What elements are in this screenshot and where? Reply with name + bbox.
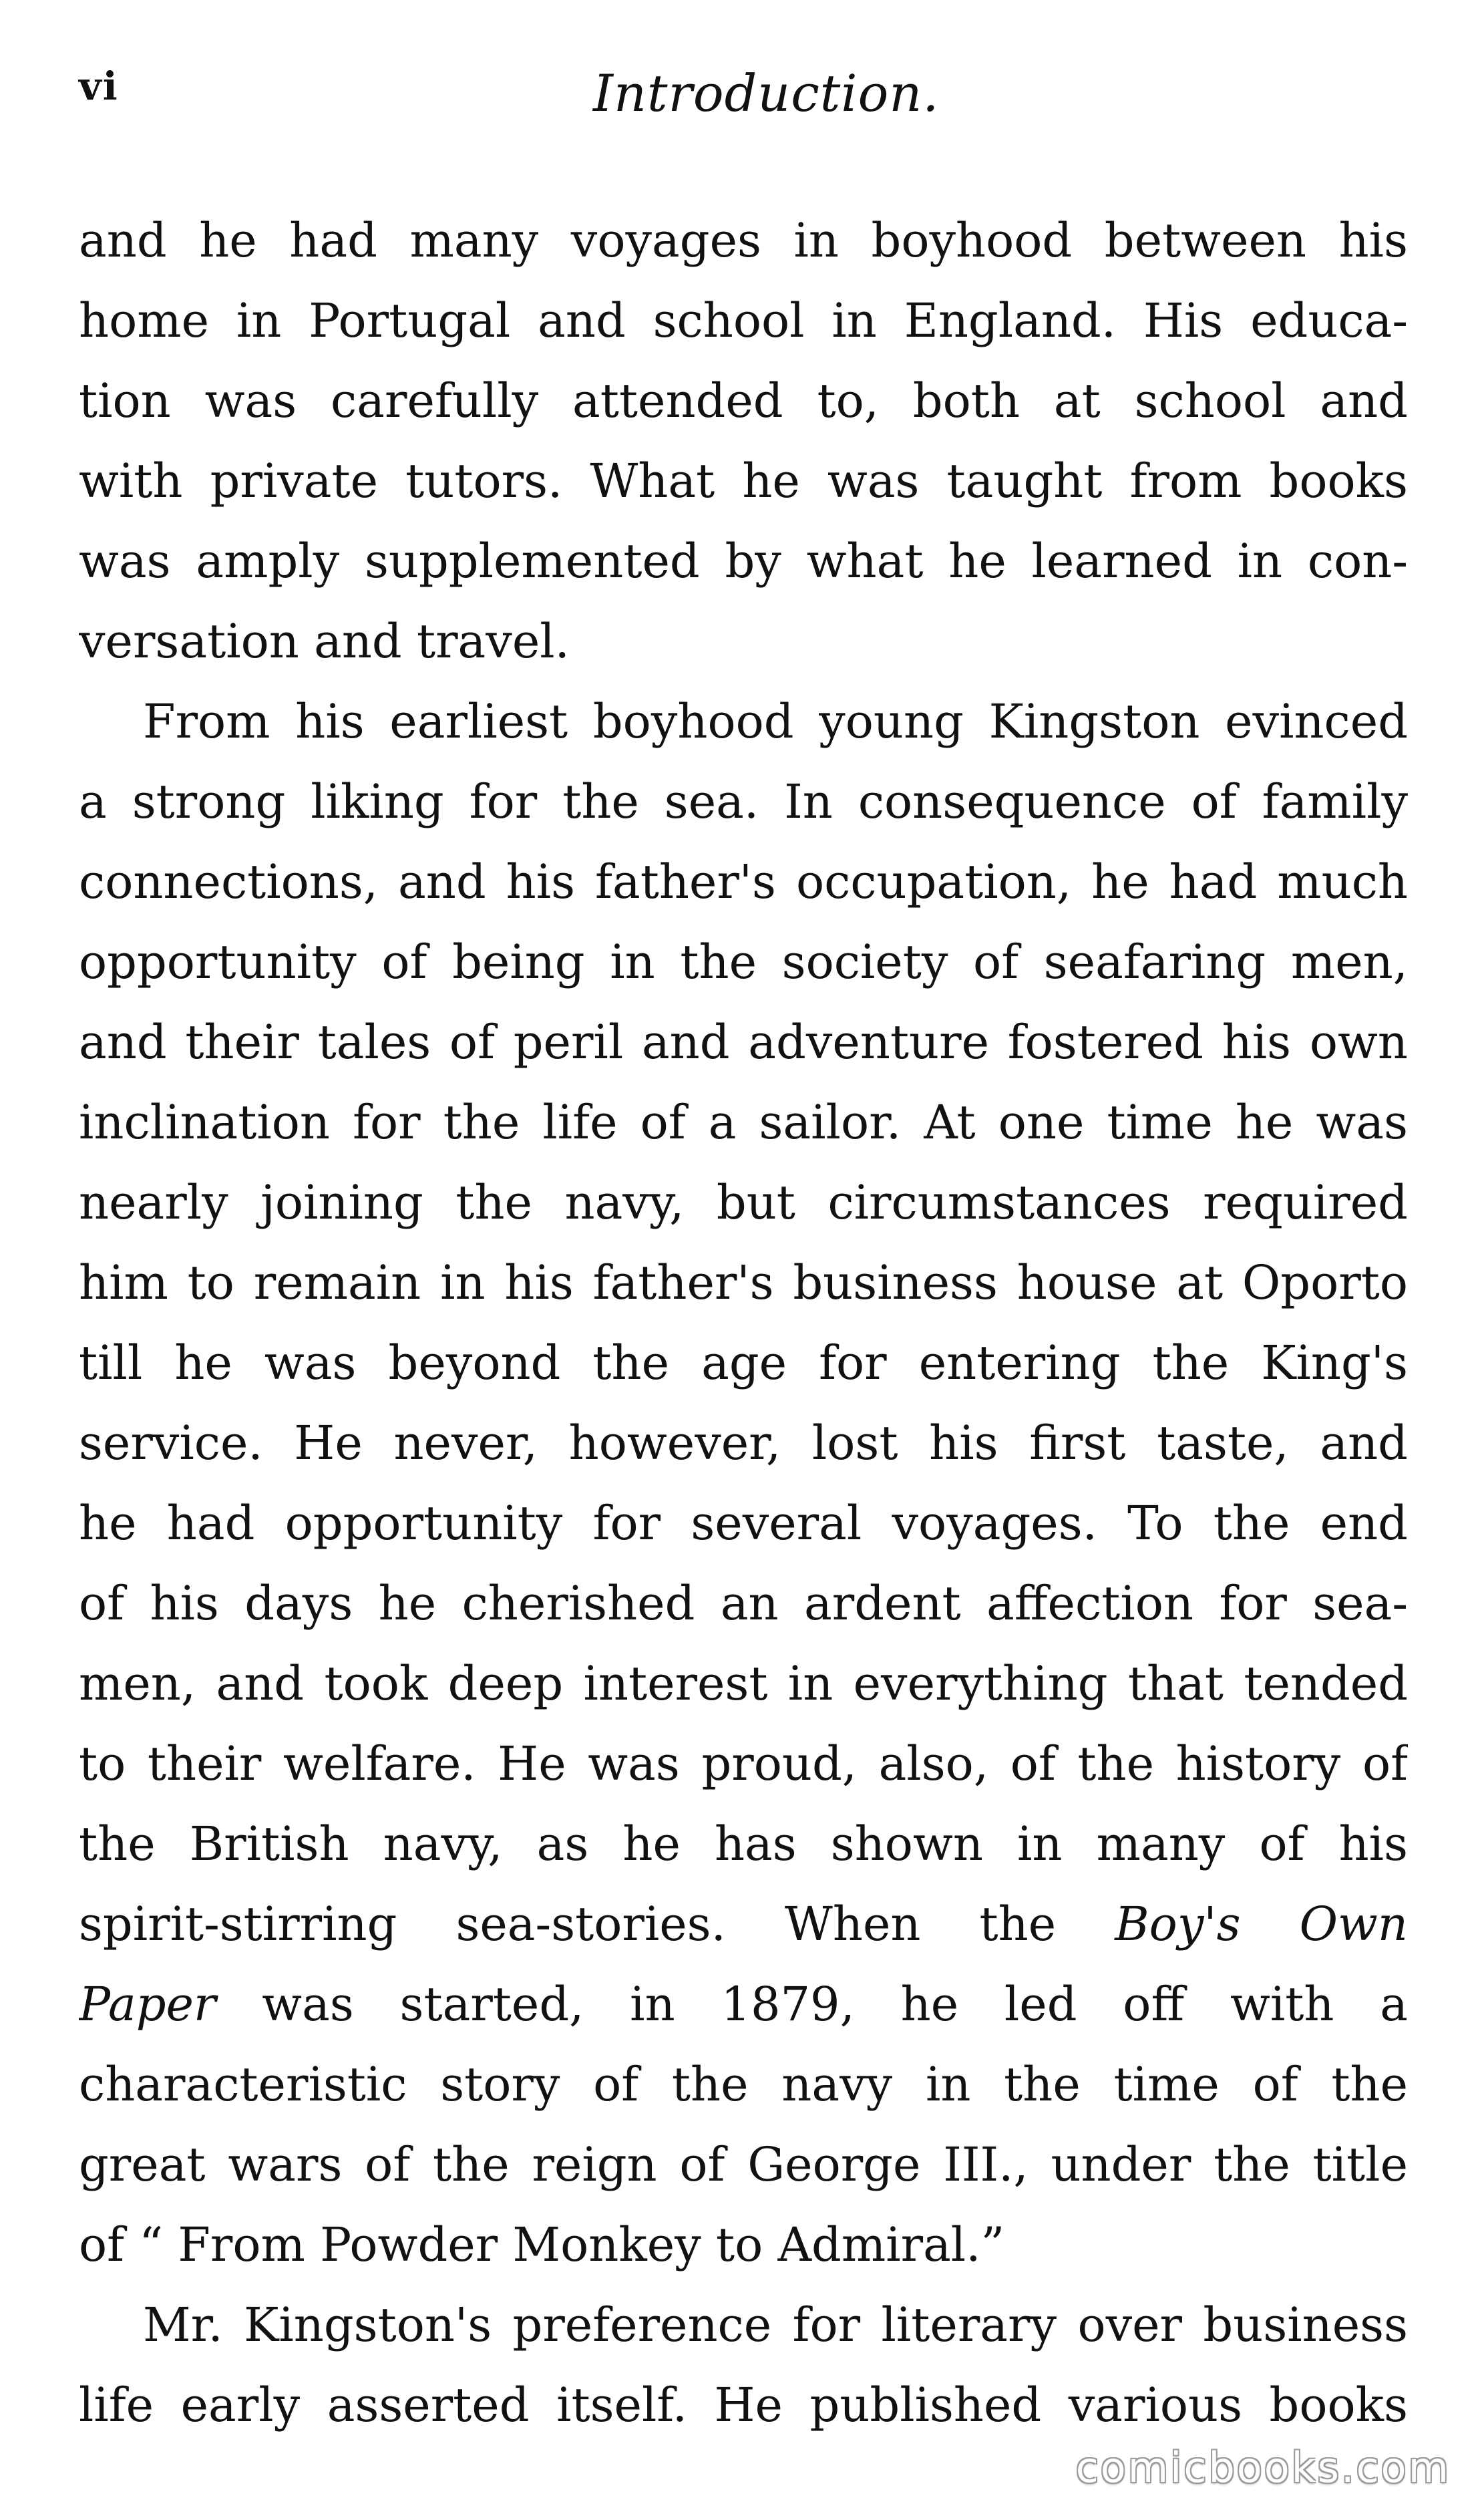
text-line: connections, and his father's occupation, he had much	[79, 854, 1408, 909]
running-title: Introduction.	[593, 63, 940, 123]
text-line: inclination for the life of a sailor. At one time he was	[79, 1095, 1408, 1150]
text-line: with private tutors. What he was taught from books	[79, 454, 1408, 508]
text-line: and he had many voyages in boyhood between his	[79, 213, 1408, 268]
text-line: nearly joining the navy, but circumstances required	[79, 1175, 1408, 1230]
text-line: a strong liking for the sea. In consequence of family	[79, 774, 1408, 829]
text-line: life early asserted itself. He published various books	[79, 2378, 1408, 2432]
text-line: service. He never, however, lost his first taste, and	[79, 1416, 1408, 1470]
text-line: great wars of the reign of George III., under the title	[79, 2137, 1408, 2192]
text-line: home in Portugal and school in England. His educa-	[79, 293, 1408, 348]
page-number: vi	[79, 63, 119, 109]
text-line: spirit-stirring sea-stories. When the Boy's Own	[79, 1897, 1408, 1951]
text-line: and their tales of peril and adventure fostered his own	[79, 1015, 1408, 1070]
text-line: was amply supplemented by what he learned in con-	[79, 534, 1408, 589]
page-header	[79, 63, 1408, 137]
paragraph-3	[79, 2285, 1408, 2445]
text-line: him to remain in his father's business house at Oporto	[79, 1255, 1408, 1310]
text-line: tion was carefully attended to, both at school and	[79, 373, 1408, 428]
text-line: to their welfare. He was proud, also, of the history of	[79, 1736, 1408, 1791]
body-text	[79, 200, 1408, 2445]
text-line: the British navy, as he has shown in many of his	[79, 1817, 1408, 1871]
text-line: Mr. Kingston's preference for literary over business	[143, 2298, 1408, 2352]
text-line: characteristic story of the navy in the time of the	[79, 2057, 1408, 2112]
text-line: men, and took deep interest in everything that tended	[79, 1656, 1408, 1711]
text-line: Paper was started, in 1879, he led off with a	[79, 1977, 1408, 2032]
text-line: opportunity of being in the society of seafaring men,	[79, 935, 1408, 989]
text-line: of his days he cherished an ardent affection for sea-	[79, 1576, 1408, 1631]
text-line: till he was beyond the age for entering the King's	[79, 1335, 1408, 1390]
text-line: From his earliest boyhood young Kingston evinced	[143, 694, 1408, 749]
text-line: he had opportunity for several voyages. To the end	[79, 1496, 1408, 1551]
paragraph-1	[79, 200, 1408, 681]
text-line: of “ From Powder Monkey to Admiral.”	[79, 2217, 1005, 2272]
paragraph-2	[79, 681, 1408, 2285]
text-line: versation and travel.	[79, 614, 570, 669]
watermark: comicbooks.com	[1075, 2443, 1451, 2492]
